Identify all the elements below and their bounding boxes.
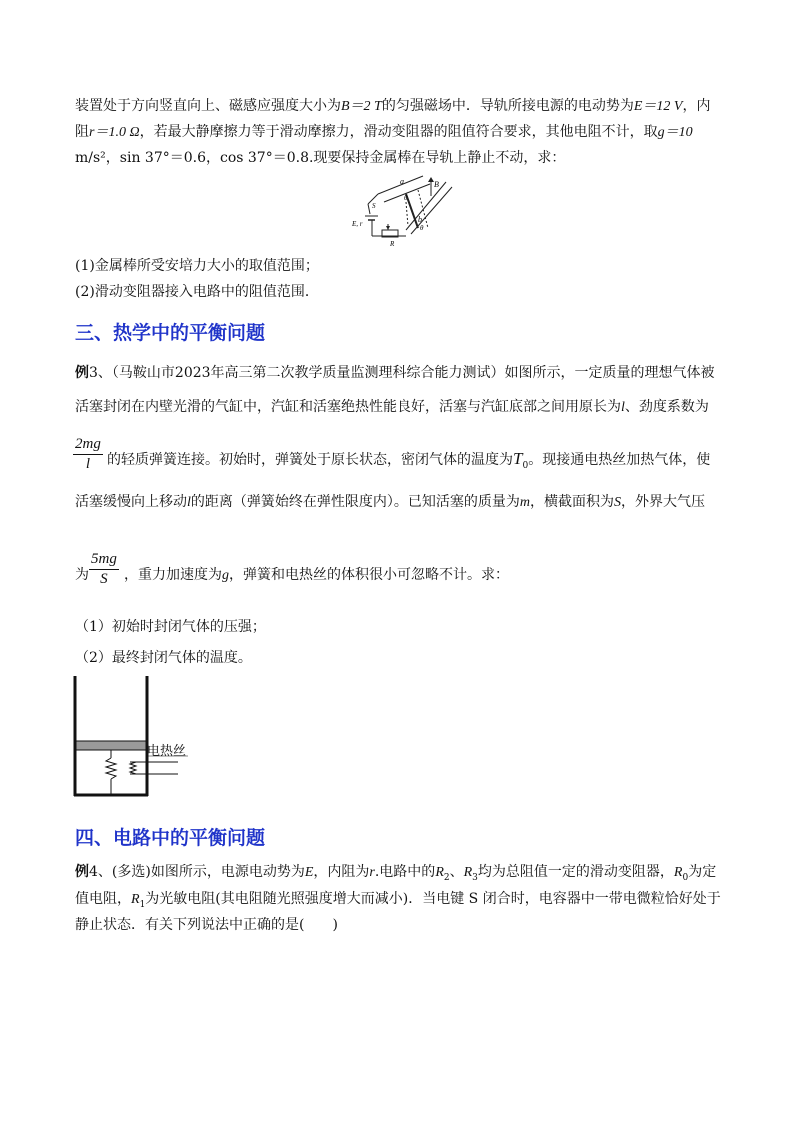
theta-label-bottom: θ (420, 224, 424, 232)
problem2-line1: 装置处于方向竖直向上、磁感应强度大小为B＝2 T的匀强磁场中．导轨所接电源的电动势为E＝12 V，内 (75, 98, 711, 114)
section4-heading: 四、电路中的平衡问题 (75, 827, 266, 849)
example3-line5-prefix: 为 (75, 567, 89, 583)
problem2-line2: 阻r＝1.0 Ω，若最大静摩擦力等于滑动摩擦力，滑动变阻器的阻值符合要求，其他电阻不计，取g＝10 (75, 124, 693, 140)
example3-line5: ，重力加速度为g，弹簧和电热丝的体积很小可忽略不计。求： (124, 567, 509, 583)
example4-line1: 例4、(多选)如图所示，电源电动势为E，内阻为r.电路中的$R_2$、$R_3$均为总阻值一定的滑动变阻器，$R_0$为定 (75, 864, 717, 883)
example3-line2: 活塞封闭在内壁光滑的气缸中，汽缸和活塞绝热性能良好，活塞与汽缸底部之间用原长为l、劲度系数为 (75, 399, 709, 415)
point-a-label: a (400, 177, 404, 186)
heater-label: 电热丝 (147, 744, 187, 759)
theta-label-top: θ (404, 194, 408, 202)
example4-line2: 值电阻，$R_1$为光敏电阻(其电阻随光照强度增大而减小)．当电键 S 闭合时，电容器中一带电微粒恰好处于 (75, 891, 721, 910)
example3-line1: 例3、（马鞍山市2023年高三第二次教学质量监测理科综合能力测试）如图所示，一定质量的理想气体被 (75, 365, 715, 381)
section3-heading: 三、热学中的平衡问题 (75, 322, 266, 344)
switch-label: S (372, 202, 376, 210)
problem2-line3: m/s²，sin 37°＝0.6，cos 37°＝0.8.现要保持金属棒在导轨上静止不动，求： (75, 150, 566, 166)
problem2-question2: (2)滑动变阻器接入电路中的阻值范围． (75, 284, 319, 300)
pressure-fraction: 5mg S (91, 551, 117, 587)
problem2-question1: (1)金属棒所受安培力大小的取值范围； (75, 258, 319, 274)
cylinder-figure (70, 676, 200, 800)
point-b-label: b (418, 215, 422, 224)
example4-line3: 静止状态．有关下列说法中正确的是( ) (75, 917, 338, 933)
example3-line3: 的轻质弹簧连接。初始时，弹簧处于原长状态，密闭气体的温度为$T_0$。现接通电热丝加热气体，使 (107, 449, 711, 471)
example3-question2: （2）最终封闭气体的温度。 (75, 650, 252, 666)
rheostat-label: R (390, 240, 395, 248)
example3-question1: （1）初始时封闭气体的压强； (75, 619, 266, 635)
field-label: B (434, 180, 439, 189)
stiffness-fraction: 2mg l (75, 436, 101, 472)
example3-line4: 活塞缓慢向上移动l的距离（弹簧始终在弹性限度内）。已知活塞的质量为m，横截面积为S，外界大气压 (75, 494, 706, 510)
source-label: E, r (352, 220, 363, 228)
rail-circuit-figure (348, 172, 458, 252)
